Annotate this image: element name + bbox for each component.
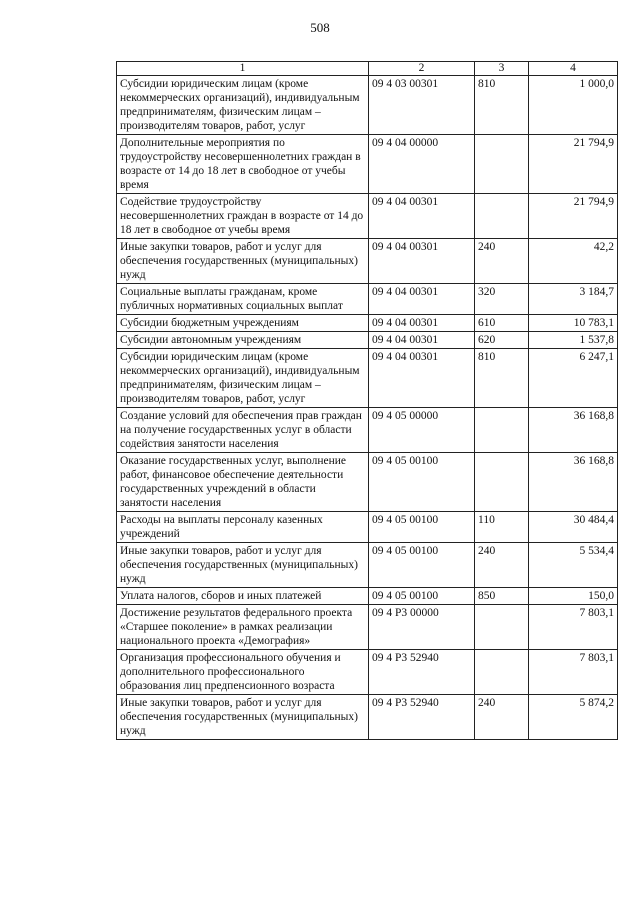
header-row [117,62,618,76]
row-code-cell: 09 4 05 00000 [369,408,475,453]
column-header-type: 3 [475,62,529,76]
row-code-cell: 09 4 05 00100 [369,543,475,588]
row-name-cell: Иные закупки товаров, работ и услуг для обеспечения государственных (муниципальных) нужд [117,543,369,588]
column-header-code: 2 [369,62,475,76]
row-type-cell: 610 [475,315,529,332]
table-row [117,543,618,588]
row-amount-cell: 10 783,1 [529,315,618,332]
row-code-cell: 09 4 03 00301 [369,76,475,135]
row-name-cell: Иные закупки товаров, работ и услуг для обеспечения государственных (муниципальных) нужд [117,239,369,284]
row-name-cell: Социальные выплаты гражданам, кроме публичных нормативных социальных выплат [117,284,369,315]
row-type-cell [475,605,529,650]
row-amount-cell: 1 537,8 [529,332,618,349]
table-row [117,453,618,512]
row-type-cell [475,453,529,512]
row-code-cell: 09 4 04 00301 [369,349,475,408]
row-type-cell [475,135,529,194]
table-row [117,605,618,650]
row-code-cell: 09 4 05 00100 [369,453,475,512]
row-amount-cell: 150,0 [529,588,618,605]
row-amount-cell: 5 534,4 [529,543,618,588]
row-amount-cell: 5 874,2 [529,695,618,740]
column-header-name: 1 [117,62,369,76]
row-amount-cell: 3 184,7 [529,284,618,315]
row-amount-cell: 36 168,8 [529,408,618,453]
row-amount-cell: 30 484,4 [529,512,618,543]
table-row [117,349,618,408]
row-name-cell: Дополнительные мероприятия по трудоустройству несовершеннолетних граждан в возрасте от 14 до 18 лет в свободное от учебы время [117,135,369,194]
row-type-cell: 810 [475,349,529,408]
table-row [117,284,618,315]
row-amount-cell: 1 000,0 [529,76,618,135]
row-name-cell: Иные закупки товаров, работ и услуг для обеспечения государственных (муниципальных) нужд [117,695,369,740]
row-type-cell [475,650,529,695]
row-amount-cell: 42,2 [529,239,618,284]
row-code-cell: 09 4 04 00301 [369,194,475,239]
row-type-cell: 810 [475,76,529,135]
row-name-cell: Оказание государственных услуг, выполнение работ, финансовое обеспечение деятельности государственных учреждений в области занятости населения [117,453,369,512]
row-name-cell: Субсидии автономным учреждениям [117,332,369,349]
row-code-cell: 09 4 04 00301 [369,332,475,349]
row-name-cell: Субсидии бюджетным учреждениям [117,315,369,332]
row-amount-cell: 21 794,9 [529,135,618,194]
table-row [117,695,618,740]
table-row [117,332,618,349]
table-row [117,135,618,194]
row-type-cell [475,408,529,453]
row-code-cell: 09 4 04 00301 [369,284,475,315]
row-code-cell: 09 4 04 00000 [369,135,475,194]
row-name-cell: Достижение результатов федерального проекта «Старшее поколение» в рамках реализации национального проекта «Демография» [117,605,369,650]
table-row [117,76,618,135]
row-type-cell: 320 [475,284,529,315]
row-type-cell: 110 [475,512,529,543]
row-type-cell: 620 [475,332,529,349]
page-number: 508 [310,20,330,35]
row-type-cell: 240 [475,695,529,740]
table-row [117,408,618,453]
row-name-cell: Содействие трудоустройству несовершеннолетних граждан в возрасте от 14 до 18 лет в свободное от учебы время [117,194,369,239]
row-amount-cell: 36 168,8 [529,453,618,512]
row-type-cell [475,194,529,239]
row-name-cell: Уплата налогов, сборов и иных платежей [117,588,369,605]
row-code-cell: 09 4 04 00301 [369,239,475,284]
row-type-cell: 240 [475,543,529,588]
table-row [117,588,618,605]
row-amount-cell: 21 794,9 [529,194,618,239]
row-code-cell: 09 4 P3 52940 [369,695,475,740]
row-code-cell: 09 4 05 00100 [369,512,475,543]
row-name-cell: Создание условий для обеспечения прав граждан на получение государственных услуг в области содействия занятости населения [117,408,369,453]
table-row [117,194,618,239]
budget-table [116,61,618,740]
row-amount-cell: 6 247,1 [529,349,618,408]
row-code-cell: 09 4 P3 52940 [369,650,475,695]
row-name-cell: Субсидии юридическим лицам (кроме некоммерческих организаций), индивидуальным предпринимателям, физическим лицам – производителям товаров, работ, услуг [117,76,369,135]
row-type-cell: 240 [475,239,529,284]
row-type-cell: 850 [475,588,529,605]
row-name-cell: Расходы на выплаты персоналу казенных учреждений [117,512,369,543]
table-row [117,239,618,284]
row-amount-cell: 7 803,1 [529,650,618,695]
table-row [117,512,618,543]
row-code-cell: 09 4 05 00100 [369,588,475,605]
row-code-cell: 09 4 04 00301 [369,315,475,332]
table-row [117,315,618,332]
table-row [117,650,618,695]
row-name-cell: Организация профессионального обучения и дополнительного профессионального образования лиц предпенсионного возраста [117,650,369,695]
row-amount-cell: 7 803,1 [529,605,618,650]
column-header-amount: 4 [529,62,618,76]
row-code-cell: 09 4 P3 00000 [369,605,475,650]
row-name-cell: Субсидии юридическим лицам (кроме некоммерческих организаций), индивидуальным предпринимателям, физическим лицам – производителям товаров, работ, услуг [117,349,369,408]
